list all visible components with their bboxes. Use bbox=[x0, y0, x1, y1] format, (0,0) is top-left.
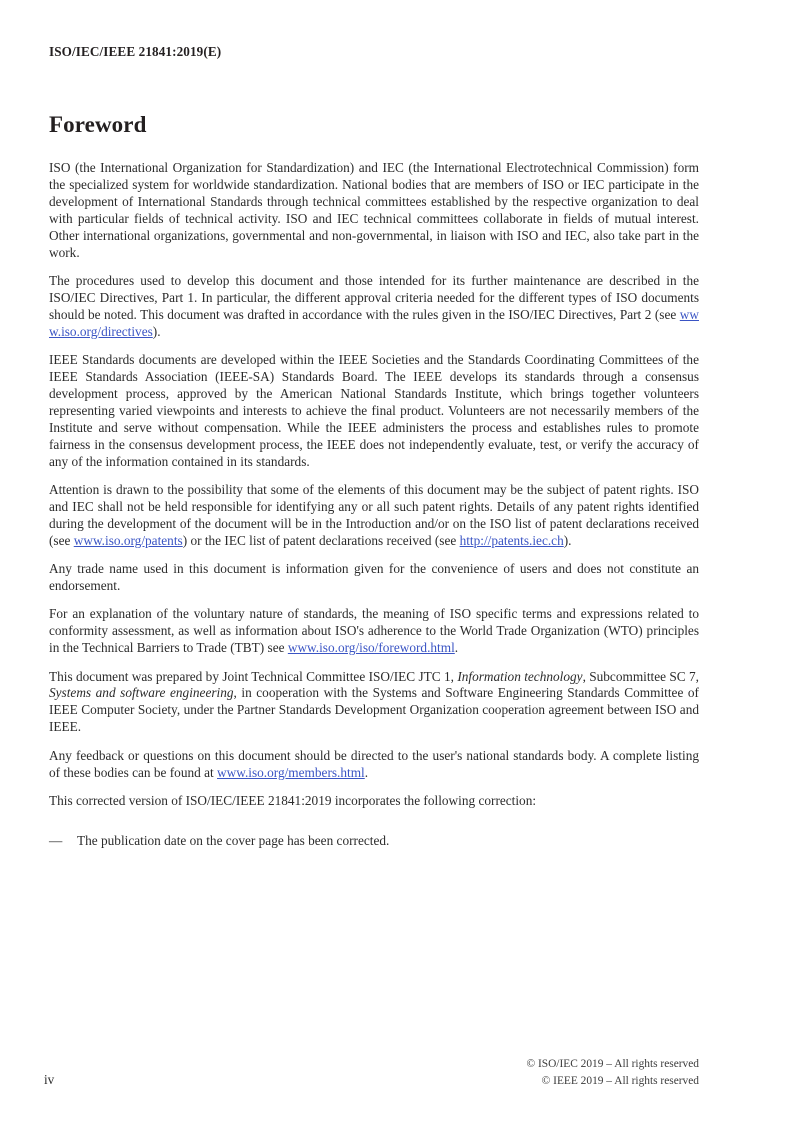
paragraph-iso-iec-intro: ISO (the International Organization for Standardization) and IEC (the International Electrotechnical Commission) form the specialized system for worldwide standardization. National bodies that are members of ISO or IEC participate in the development of International Standards through technical committees established by the respective organization to deal with particular fields of technical activity. ISO and IEC technical committees collaborate in fields of mutual interest. Other international organizations, governmental and non-governmental, in liaison with ISO and IEC, also take part in the work. bbox=[49, 160, 699, 260]
page-content bbox=[49, 44, 699, 850]
paragraph-wto-text-after: . bbox=[454, 640, 459, 656]
paragraph-patent-text-middle: ) or the IEC list of patent declarations received (see bbox=[182, 532, 460, 548]
paragraph-committee-preparation bbox=[49, 669, 699, 737]
link-iso-directives[interactable]: www.iso.org/directives bbox=[49, 306, 699, 339]
foreword-body bbox=[49, 160, 699, 850]
document-reference-header: ISO/IEC/IEEE 21841:2019(E) bbox=[49, 44, 222, 59]
copyright-block bbox=[526, 1056, 699, 1089]
page-footer bbox=[0, 1052, 793, 1102]
link-iec-patents[interactable]: http://patents.iec.ch bbox=[459, 532, 564, 548]
italic-information-technology: Information technology bbox=[457, 668, 583, 684]
paragraph-patent-text-before: Attention is drawn to the possibility that some of the elements of this document may be the subject of patent rights. ISO and IEC shall not be held responsible for identifying any or all such patent rights. Details of any patent rights identified during the development of the document will be in the Introduction and/or on the ISO list of patent declarations received (see bbox=[49, 481, 699, 548]
page-number: iv bbox=[44, 1072, 55, 1087]
link-iso-foreword[interactable]: www.iso.org/iso/foreword.html bbox=[287, 640, 455, 656]
paragraph-procedures-text-after: ). bbox=[152, 323, 161, 339]
paragraph-feedback-text-before: Any feedback or questions on this document should be directed to the user's national standards body. A complete listing of these bodies can be found at bbox=[49, 747, 699, 780]
paragraph-wto-text-before: For an explanation of the voluntary nature of standards, the meaning of ISO specific terms and expressions related to conformity assessment, as well as information about ISO's adherence to the World Trade Organization (WTO) principles in the Technical Barriers to Trade (TBT) see bbox=[49, 606, 699, 656]
paragraph-trade-name: Any trade name used in this document is information given for the convenience of users and does not constitute an endorsement. bbox=[49, 561, 699, 593]
paragraph-committee-text-middle: , Subcommittee SC 7, bbox=[582, 668, 699, 684]
list-item bbox=[49, 833, 699, 850]
paragraph-feedback bbox=[49, 748, 699, 782]
paragraph-feedback-text-after: . bbox=[364, 764, 369, 780]
paragraph-committee-text-before: This document was prepared by Joint Technical Committee ISO/IEC JTC 1, bbox=[49, 668, 458, 684]
list-spacer bbox=[49, 821, 699, 833]
page-title: Foreword bbox=[49, 112, 147, 137]
paragraph-wto-tbt bbox=[49, 606, 699, 657]
paragraph-ieee-standards: IEEE Standards documents are developed within the IEEE Societies and the Standards Coordinating Committees of the IEEE Standards Association (IEEE-SA) Standards Board. The IEEE develops its standards through a consensus development process, approved by the American National Standards Institute, which brings together volunteers representing varied viewpoints and interests to achieve the final product. Volunteers are not necessarily members of the Institute and serve without compensation. While the IEEE administers the process and establishes rules to promote fairness in the consensus development process, the IEEE does not independently evaluate, test, or verify the accuracy of any of the information contained in its standards. bbox=[49, 352, 699, 469]
copyright-iso-iec: © ISO/IEC 2019 – All rights reserved bbox=[526, 1058, 699, 1070]
link-iso-patents[interactable]: www.iso.org/patents bbox=[73, 532, 183, 548]
paragraph-procedures bbox=[49, 273, 699, 341]
paragraph-committee-text-after: , in cooperation with the Systems and Software Engineering Standards Committee of IEEE Computer Society, under the Partner Standards Development Organization cooperation agreement between ISO and IEEE. bbox=[49, 685, 699, 735]
em-dash-bullet-icon: — bbox=[49, 832, 63, 848]
copyright-ieee: © IEEE 2019 – All rights reserved bbox=[541, 1074, 699, 1087]
paragraph-corrected-version: This corrected version of ISO/IEC/IEEE 21841:2019 incorporates the following correction: bbox=[49, 793, 537, 808]
link-iso-members[interactable]: www.iso.org/members.html bbox=[217, 764, 365, 780]
paragraph-patent-rights bbox=[49, 482, 699, 550]
list-item-label: The publication date on the cover page has been corrected. bbox=[77, 832, 390, 848]
italic-systems-and-software-engineering: Systems and software engineering bbox=[49, 685, 234, 701]
paragraph-procedures-text-before: The procedures used to develop this document and those intended for its further maintenance are described in the ISO/IEC Directives, Part 1. In particular, the different approval criteria needed for the different types of ISO documents should be noted. This document was drafted in accordance with the rules given in the ISO/IEC Directives, Part 2 (see bbox=[49, 272, 699, 322]
paragraph-patent-text-after: ). bbox=[563, 532, 572, 548]
